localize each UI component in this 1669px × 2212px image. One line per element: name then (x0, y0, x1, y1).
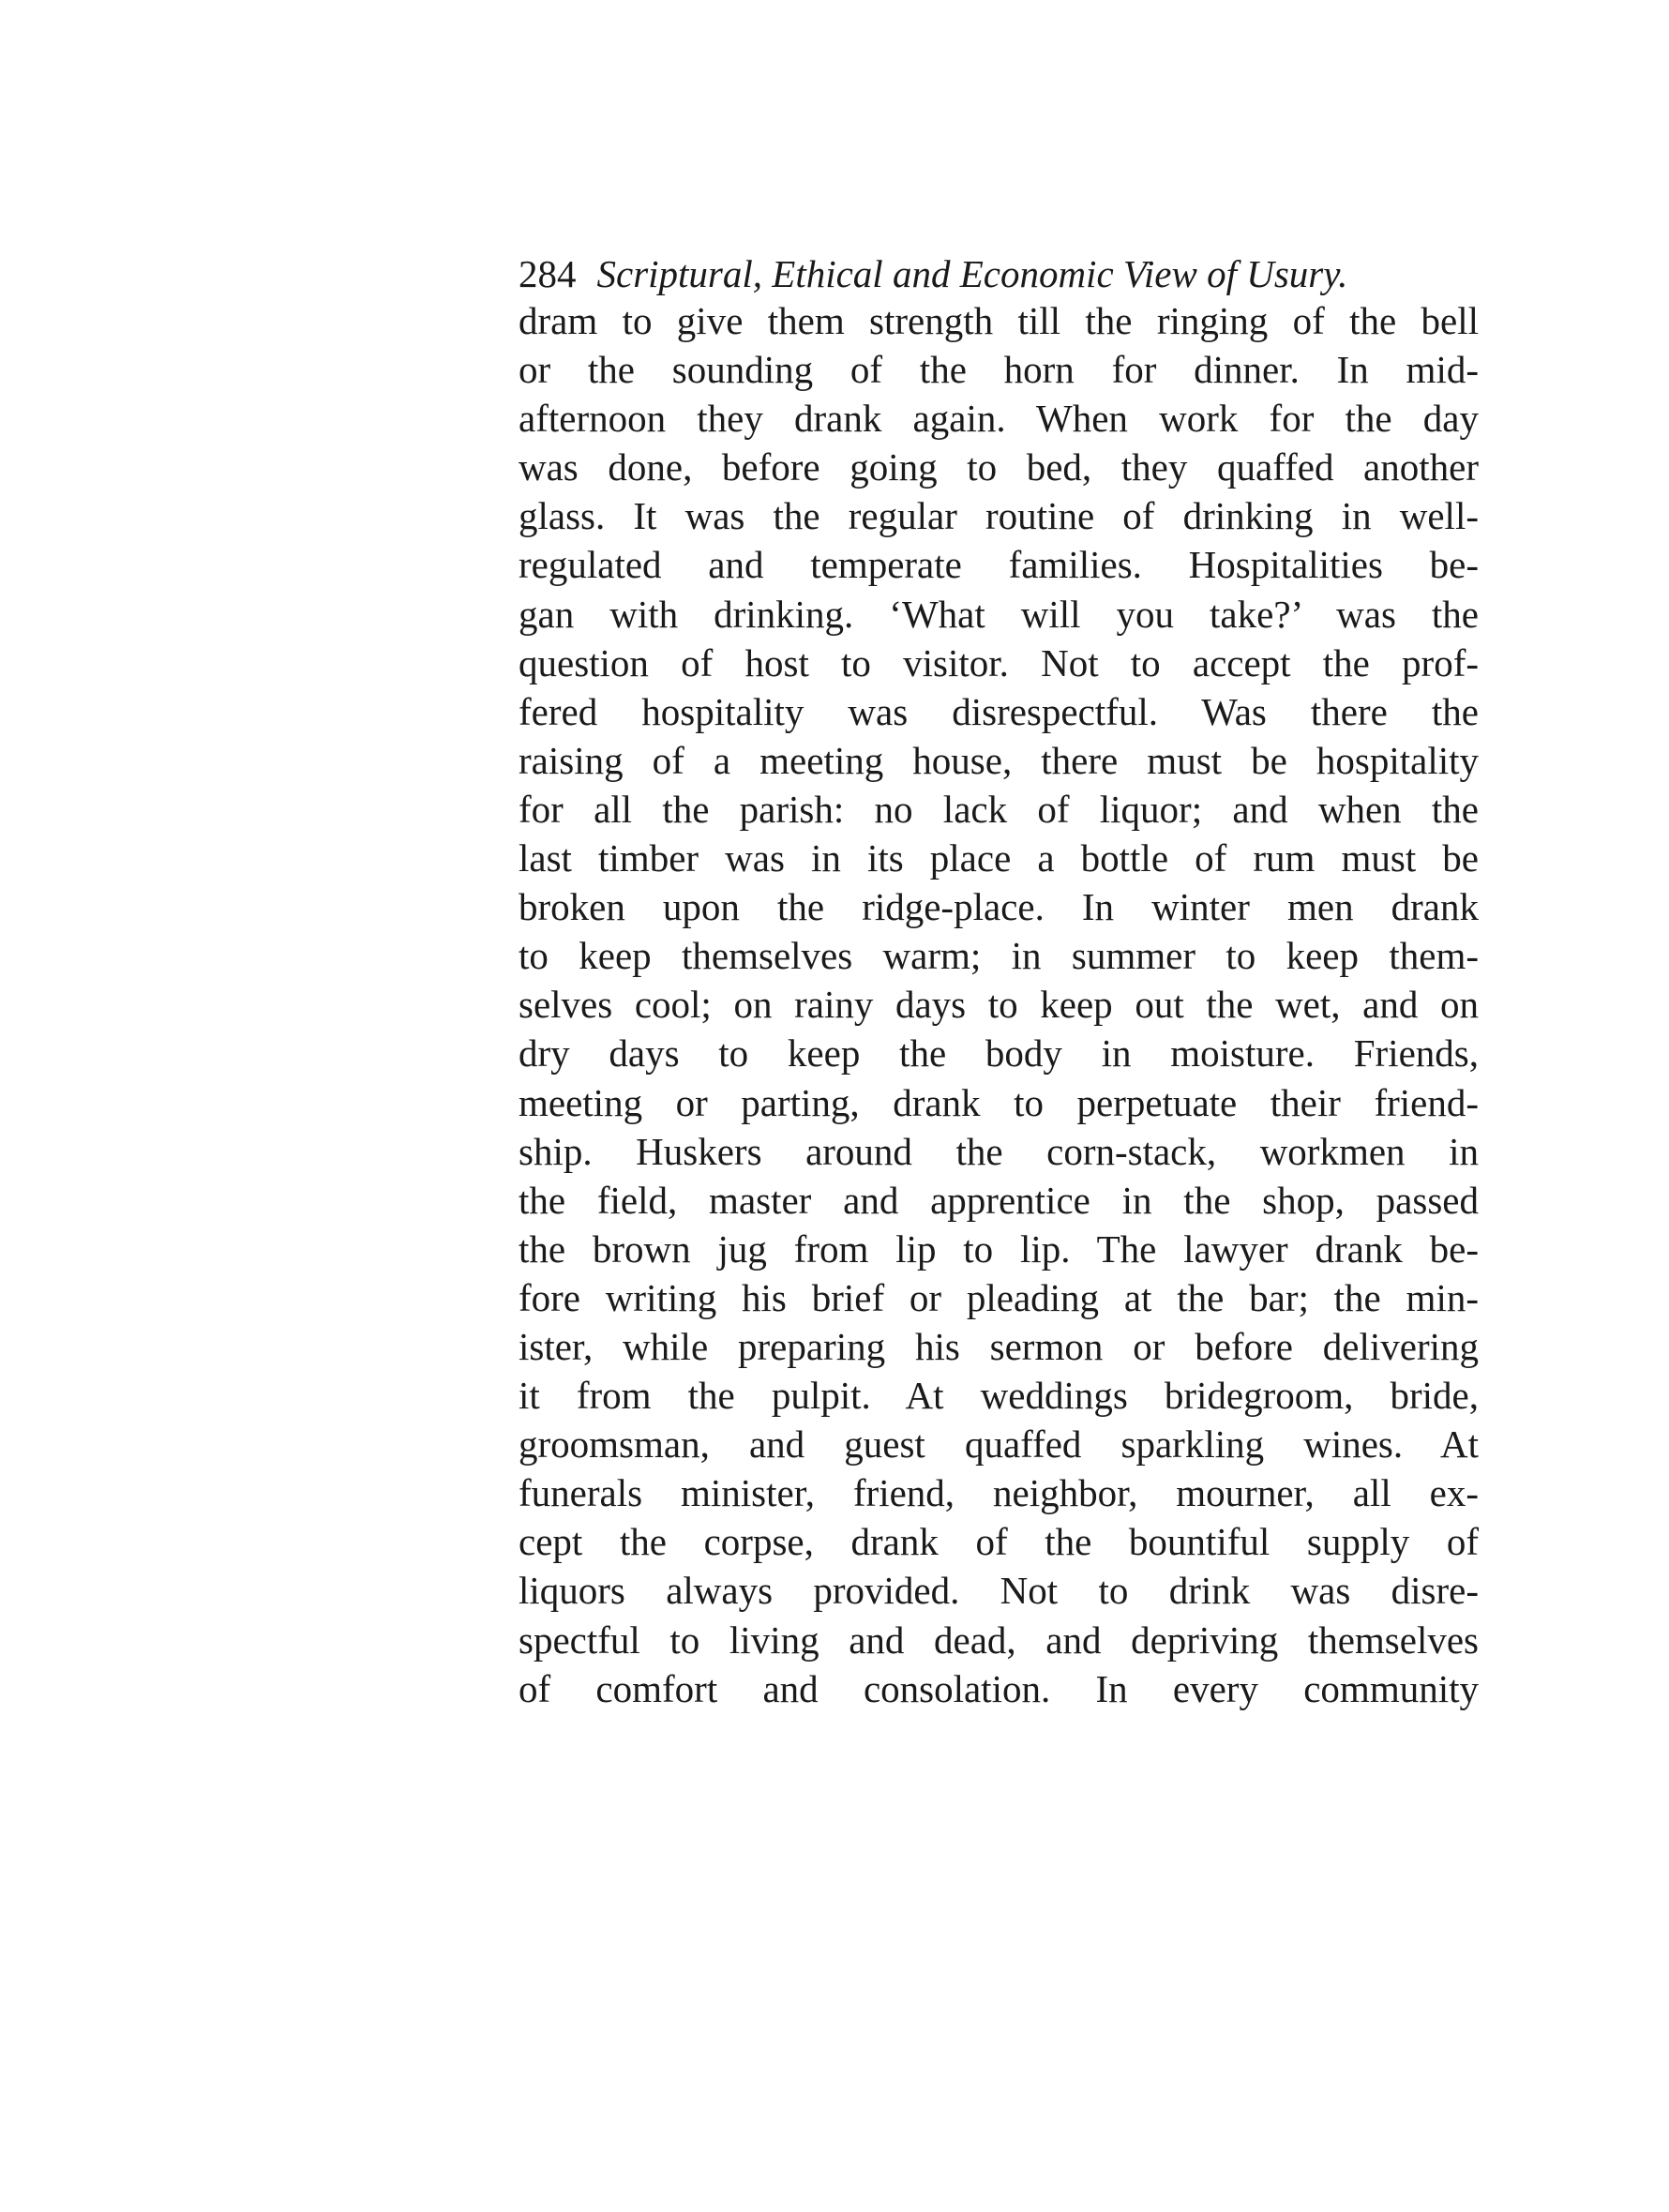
text-line: spectful to living and dead, and depriving themselves (519, 1618, 1479, 1662)
text-line: or the sounding of the horn for dinner. In mid- (519, 348, 1479, 392)
text-line: glass. It was the regular routine of drinking in well- (519, 494, 1479, 538)
text-line: dram to give them strength till the ringing of the bell (519, 299, 1479, 342)
text-line: meeting or parting, drank to perpetuate their friend- (519, 1080, 1479, 1124)
running-title: Scriptural, Ethical and Economic View of Usury. (596, 252, 1348, 295)
running-header (519, 246, 1466, 302)
text-line: funerals minister, friend, neighbor, mourner, all ex- (519, 1471, 1479, 1515)
text-line: for all the parish: no lack of liquor; and when the (519, 787, 1479, 831)
text-line: regulated and temperate families. Hospitalities be- (519, 543, 1479, 587)
text-line: of comfort and consolation. In every community (519, 1666, 1479, 1710)
body-text (519, 296, 1479, 1713)
text-line: last timber was in its place a bottle of rum must be (519, 836, 1479, 880)
text-line: selves cool; on rainy days to keep out the wet, and on (519, 983, 1479, 1027)
page-number: 284 (519, 252, 577, 295)
text-line: the field, master and apprentice in the shop, passed (519, 1178, 1479, 1222)
text-line: raising of a meeting house, there must be hospitality (519, 738, 1479, 782)
text-line: broken upon the ridge-place. In winter men drank (519, 885, 1479, 929)
text-line: liquors always provided. Not to drink was disre- (519, 1569, 1479, 1613)
text-line: the brown jug from lip to lip. The lawyer drank be- (519, 1226, 1479, 1271)
text-line: dry days to keep the body in moisture. Friends, (519, 1031, 1479, 1076)
text-line: fered hospitality was disrespectful. Was there the (519, 689, 1479, 733)
text-line: was done, before going to bed, they quaffed another (519, 445, 1479, 489)
text-line: afternoon they drank again. When work for the day (519, 397, 1479, 441)
text-line: cept the corpse, drank of the bountiful supply of (519, 1520, 1479, 1564)
text-line: question of host to visitor. Not to accept the prof- (519, 640, 1479, 685)
text-line: ship. Huskers around the corn-stack, workmen in (519, 1129, 1479, 1173)
text-line: groomsman, and guest quaffed sparkling wines. At (519, 1422, 1479, 1467)
text-line: to keep themselves warm; in summer to keep them- (519, 934, 1479, 978)
text-line: fore writing his brief or pleading at the bar; the min- (519, 1275, 1479, 1319)
text-line: ister, while preparing his sermon or before delivering (519, 1324, 1479, 1368)
text-line: gan with drinking. ‘What will you take?’ was the (519, 592, 1479, 636)
text-line: it from the pulpit. At weddings bridegroom, bride, (519, 1374, 1479, 1418)
